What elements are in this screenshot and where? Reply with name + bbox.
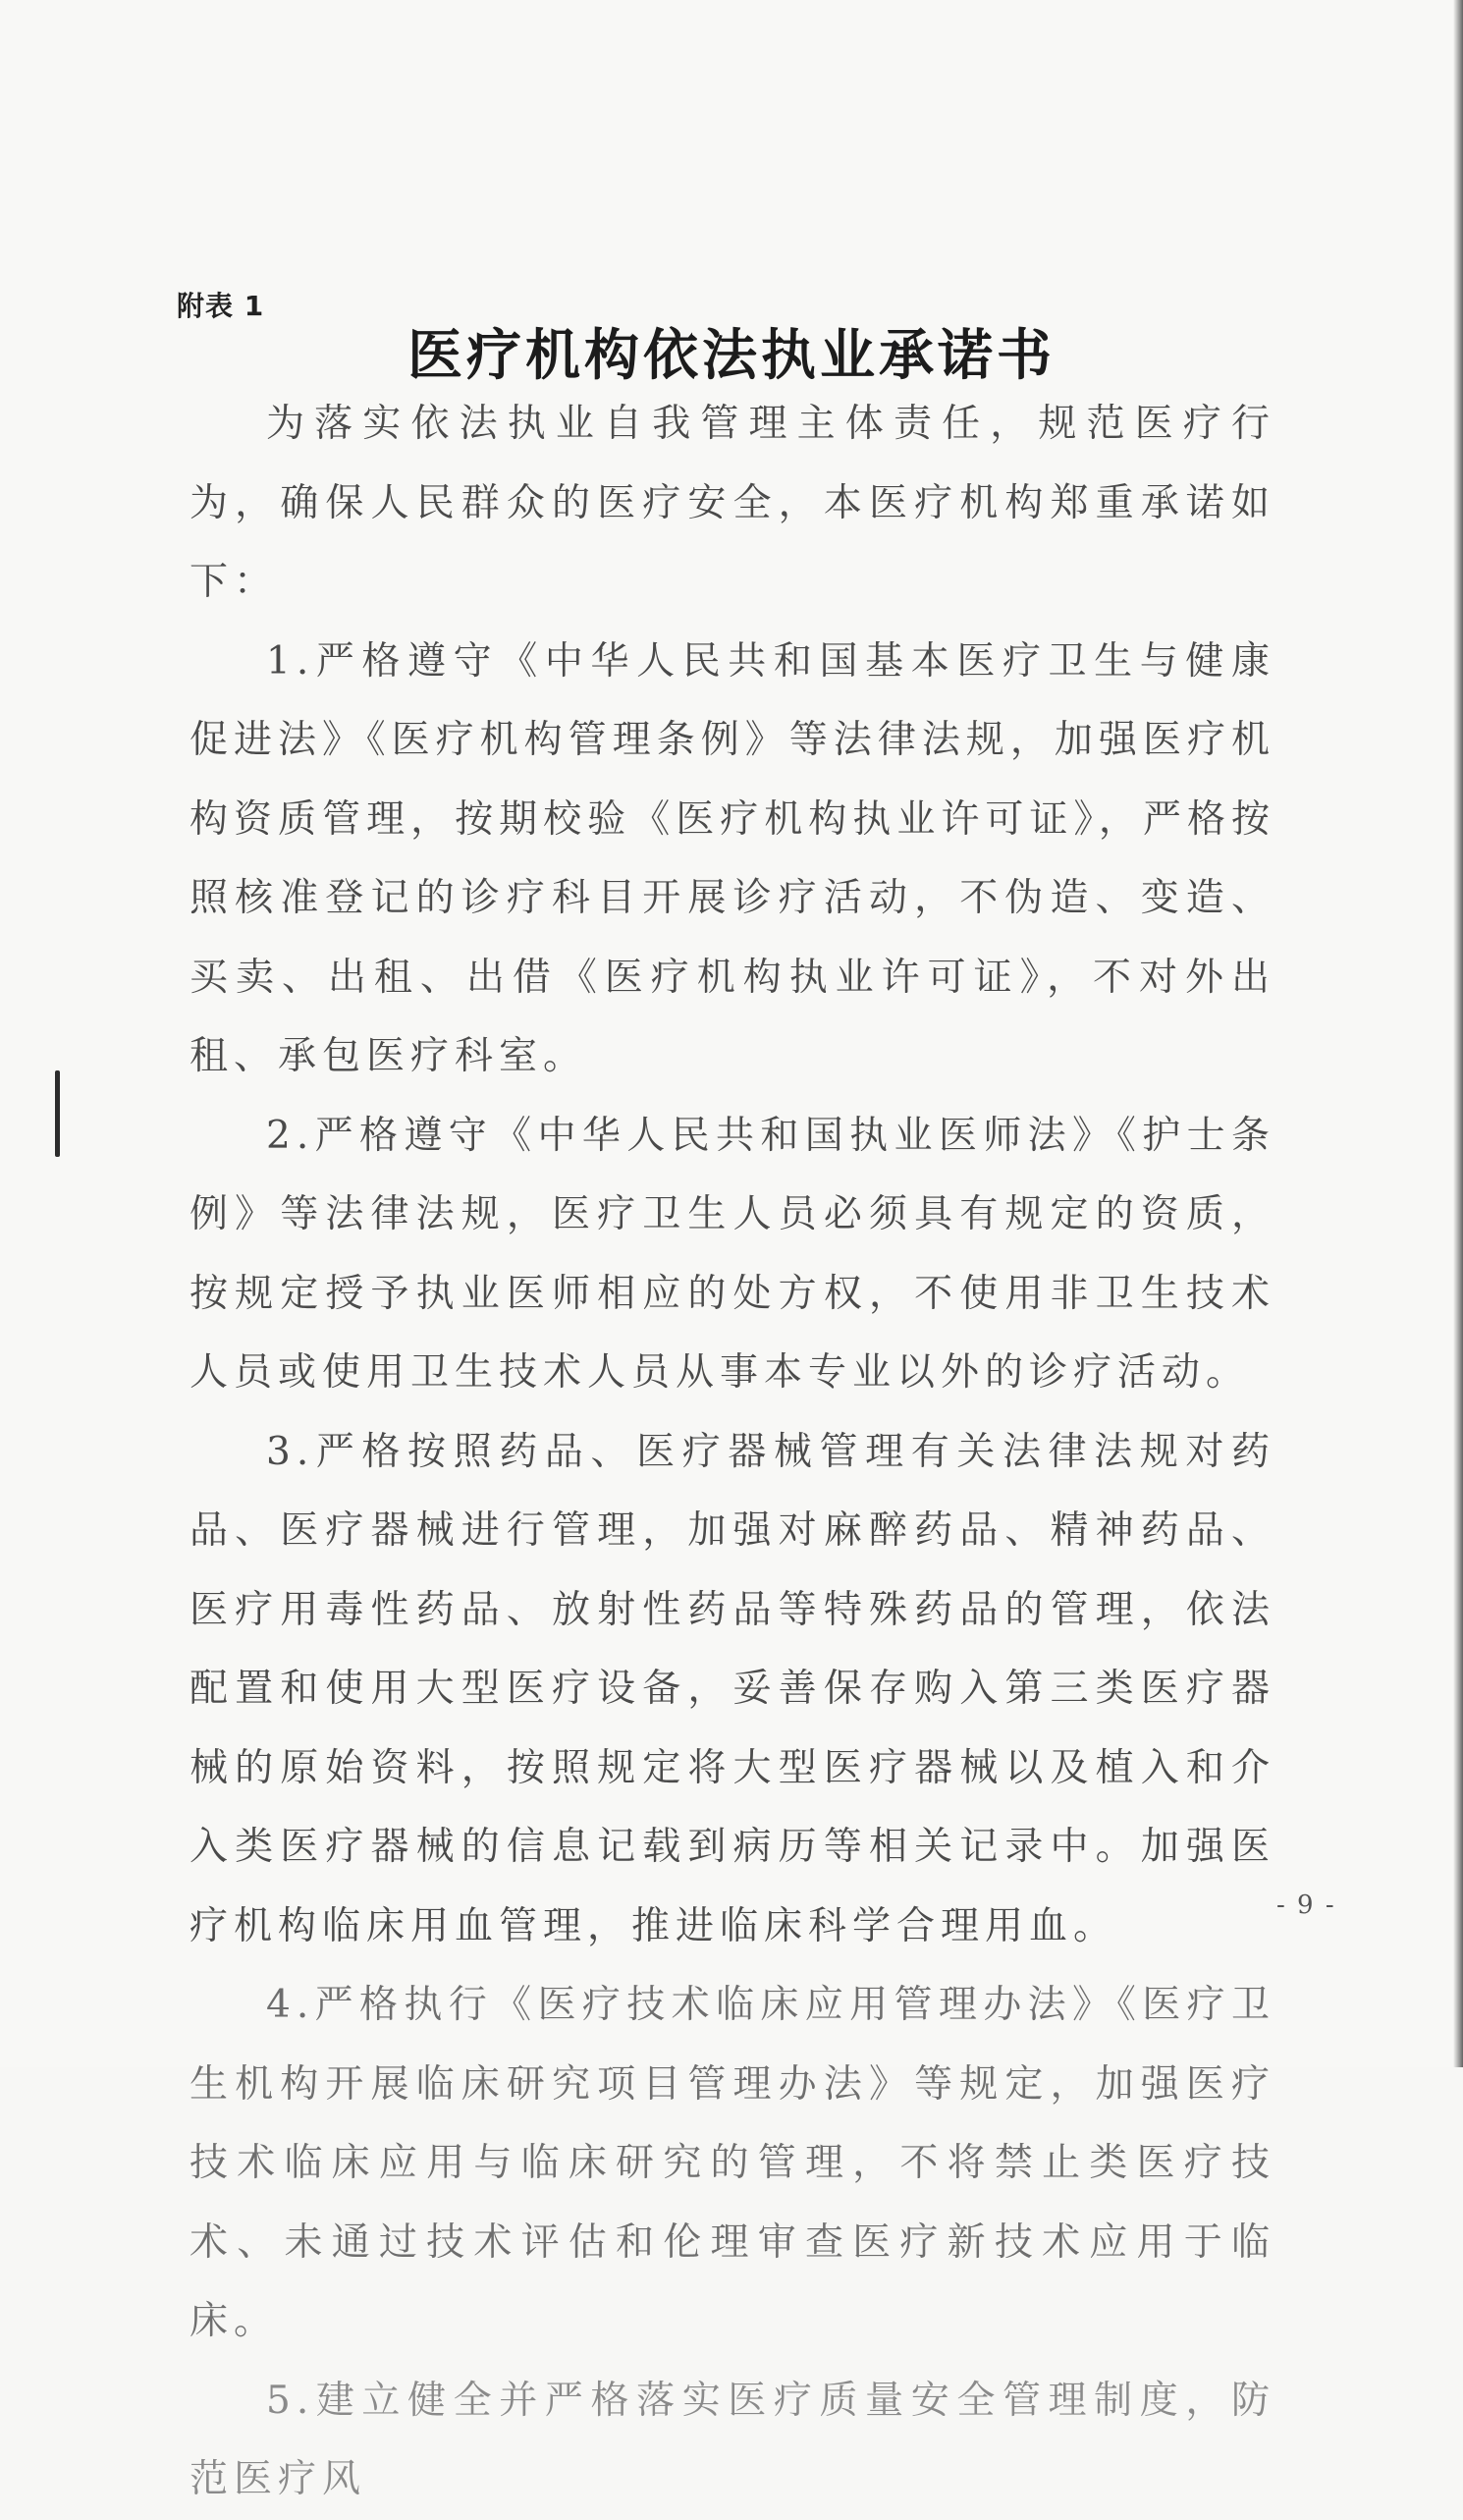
intro-paragraph: 为落实依法执业自我管理主体责任，规范医疗行为，确保人民群众的医疗安全，本医疗机构郑重承诺如下： — [190, 402, 1275, 604]
paragraph-2: 2.严格遵守《中华人民共和国执业医师法》《护士条例》等法律法规，医疗卫生人员必须具有规定的资质，按规定授予执业医师相应的处方权，不使用非卫生技术人员或使用卫生技术人员从事本专业以外的诊疗活动。 — [190, 1113, 1275, 1395]
attachment-label: 附表 1 — [177, 290, 265, 322]
paragraph-4: 4.严格执行《医疗技术临床应用管理办法》《医疗卫生机构开展临床研究项目管理办法》等规定，加强医疗技术临床应用与临床研究的管理，不将禁止类医疗技术、未通过技术评估和伦理审查医疗新技术应用于临床。 — [190, 1983, 1275, 2343]
paragraph-5: 5.建立健全并严格落实医疗质量安全管理制度，防范医疗风 — [190, 2378, 1275, 2501]
paragraph-3: 3.严格按照药品、医疗器械管理有关法律法规对药品、医疗器械进行管理，加强对麻醉药品、精神药品、医疗用毒性药品、放射性药品等特殊药品的管理，依法配置和使用大型医疗设备，妥善保存购入第三类医疗器械的原始资料，按照规定将大型医疗器械以及植入和介入类医疗器械的信息记载到病历等相关记录中。加强医疗机构临床用血管理，推进临床科学合理用血。 — [190, 1429, 1275, 1948]
document-body — [190, 385, 1275, 2520]
page-number: - 9 - — [1276, 1890, 1336, 1920]
scan-edge-shadow — [1453, 0, 1463, 2067]
document-title: 医疗机构依法执业承诺书 — [407, 323, 1056, 388]
margin-mark — [55, 1070, 60, 1157]
paragraph-1: 1.严格遵守《中华人民共和国基本医疗卫生与健康促进法》《医疗机构管理条例》等法律法规，加强医疗机构资质管理，按期校验《医疗机构执业许可证》，严格按照核准登记的诊疗科目开展诊疗活动，不伪造、变造、买卖、出租、出借《医疗机构执业许可证》，不对外出租、承包医疗科室。 — [190, 638, 1275, 1078]
